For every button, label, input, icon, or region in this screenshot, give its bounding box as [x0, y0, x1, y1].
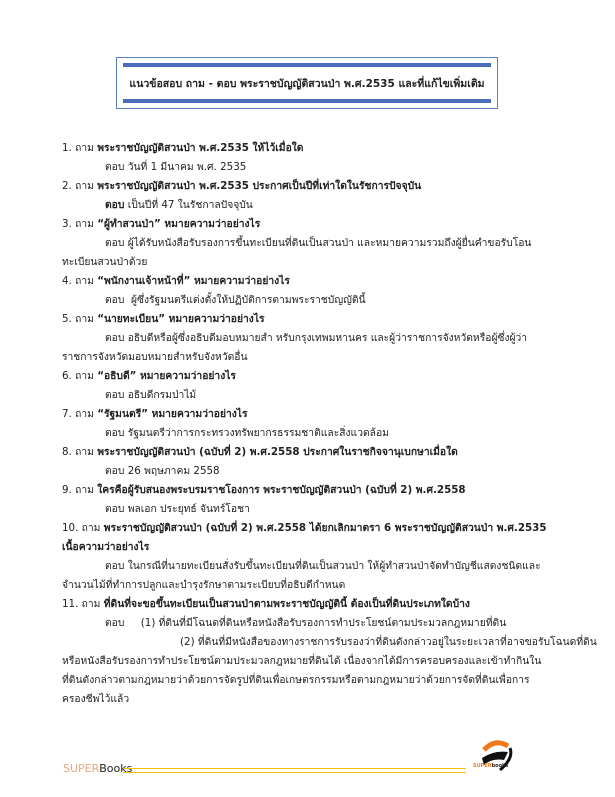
answer-label: ตอบ	[105, 560, 125, 572]
answer-line	[62, 196, 562, 215]
question-text: พระราชบัญญัติสวนป่า พ.ศ.2535 ให้ไว้เมื่อใด	[97, 142, 304, 154]
answer-text-cont: จำนวนไม้ที่ทำการปลูกและบำรุงรักษาตามระเบียบที่อธิบดีกำหนด	[62, 579, 346, 591]
answer-line	[62, 158, 562, 177]
page-title: แนวข้อสอบ ถาม - ตอบ พระราชบัญญัติสวนป่า พ.ศ.2535 และที่แก้ไขเพิ่มเติม	[129, 78, 485, 90]
question-line	[62, 519, 562, 538]
question-prefix: 6. ถาม	[62, 370, 98, 382]
question-line	[62, 272, 562, 291]
answer-line	[62, 557, 562, 576]
answer-text-cont: (2) ที่ดินที่มีหนังสือของทางราชการรับรองว่าที่ดินดังกล่าวอยู่ในระยะเวลาที่อาจขอรับโฉนดที่ดิน	[180, 636, 597, 648]
question-line	[62, 481, 562, 500]
answer-line	[62, 652, 562, 671]
question-text: ใครคือผู้รับสนองพระบรมราชโองการ พระราชบัญญัติสวนป่า (ฉบับที่ 2) พ.ศ.2558	[97, 484, 466, 496]
answer-text: วันที่ 1 มีนาคม พ.ศ. 2535	[124, 161, 247, 173]
answer-line	[62, 424, 562, 443]
question-line	[62, 177, 562, 196]
question-prefix: 3. ถาม	[62, 218, 98, 230]
question-line	[62, 443, 562, 462]
title-top-bar	[123, 63, 491, 67]
question-prefix: 1. ถาม	[62, 142, 98, 154]
answer-text: (1) ที่ดินที่มีโฉนดที่ดินหรือหนังสือรับรองการทำประโยชน์ตามประมวลกฎหมายที่ดิน	[124, 617, 507, 629]
qa-list	[62, 139, 597, 709]
question-text: พระราชบัญญัติสวนป่า (ฉบับที่ 2) พ.ศ.2558 ได้ยกเลิกมาตรา 6 พระราชบัญญัติสวนป่า พ.ศ.2535	[103, 522, 547, 534]
question-prefix: 7. ถาม	[62, 408, 98, 420]
answer-text-cont: ราชการจังหวัดมอบหมายสำหรับจังหวัดอื่น	[62, 351, 248, 363]
question-prefix: 8. ถาม	[62, 446, 98, 458]
answer-line	[62, 633, 597, 652]
question-line	[62, 215, 562, 234]
answer-line	[62, 386, 562, 405]
answer-text: อธิบดีหรือผู้ซึ่งอธิบดีมอบหมายสำ หรับกรุงเทพมหานคร และผู้ว่าราชการจังหวัดหรือผู้ซึ่งผู้ว่า	[124, 332, 528, 344]
answer-text-cont: หรือหนังสือรับรองการทำประโยชน์ตามประมวลกฎหมายที่ดินได้ เนื่องจากได้มีการครอบครองและเข้าทำกินใน	[62, 655, 542, 667]
answer-line	[62, 462, 562, 481]
question-line	[62, 595, 562, 614]
answer-label: ตอบ	[105, 237, 125, 249]
answer-line	[62, 500, 562, 519]
answer-text: ผู้ซึ่งรัฐมนตรีแต่งตั้งให้ปฏิบัติการตามพระราชบัญญัตินี้	[124, 294, 366, 306]
answer-text: ในกรณีที่นายทะเบียนสั่งรับขึ้นทะเบียนที่ดินเป็นสวนป่า ให้ผู้ทำสวนป่าจัดทำบัญชีแสดงชนิดและ	[124, 560, 541, 572]
answer-text: 26 พฤษภาคม 2558	[124, 465, 220, 477]
question-prefix: 2. ถาม	[62, 180, 98, 192]
answer-label: ตอบ	[105, 332, 125, 344]
answer-line	[62, 614, 562, 633]
answer-text: อธิบดีกรมป่าไม้	[124, 389, 197, 401]
answer-line	[62, 253, 562, 272]
answer-text: เป็นปีที่ 47 ในรัชกาลปัจจุบัน	[124, 199, 253, 211]
answer-line	[62, 576, 562, 595]
question-line	[62, 405, 562, 424]
footer-divider	[123, 768, 466, 773]
question-text: “อธิบดี” หมายความว่าอย่างไร	[97, 370, 236, 382]
question-text: “ผู้ทำสวนป่า” หมายความว่าอย่างไร	[97, 218, 261, 230]
question-text-cont: เนื้อความว่าอย่างไร	[62, 541, 150, 553]
answer-label: ตอบ	[105, 161, 125, 173]
answer-text-cont: ครองชีพไว้แล้ว	[62, 693, 130, 705]
question-text: พระราชบัญญัติสวนป่า พ.ศ.2535 ประกาศเป็นปีที่เท่าใดในรัชการปัจจุบัน	[97, 180, 422, 192]
question-text: พระราชบัญญัติสวนป่า (ฉบับที่ 2) พ.ศ.2558 ประกาศในราชกิจจานุเบกษาเมื่อใด	[97, 446, 458, 458]
title-bottom-bar	[123, 99, 491, 103]
question-line	[62, 310, 562, 329]
question-text: “พนักงานเจ้าหน้าที่” หมายความว่าอย่างไร	[97, 275, 290, 287]
question-text: ที่ดินที่จะขอขึ้นทะเบียนเป็นสวนป่าตามพระราชบัญญัตินี้ ต้องเป็นที่ดินประเภทใดบ้าง	[103, 598, 470, 610]
answer-text: ผู้ได้รับหนังสือรับรองการขึ้นทะเบียนที่ดินเป็นสวนป่า และหมายความรวมถึงผู้ยื่นคำขอรับโอน	[124, 237, 532, 249]
question-prefix: 4. ถาม	[62, 275, 98, 287]
question-text: “นายทะเบียน” หมายความว่าอย่างไร	[97, 313, 265, 325]
answer-label: ตอบ	[105, 389, 125, 401]
answer-line	[62, 291, 562, 310]
answer-label: ตอบ	[105, 199, 125, 211]
brand-super: SUPER	[63, 762, 100, 775]
brand-books: Books	[99, 762, 133, 775]
title-box	[116, 57, 498, 109]
question-line	[62, 139, 562, 158]
question-prefix: 5. ถาม	[62, 313, 98, 325]
answer-line	[62, 329, 562, 348]
question-prefix: 10. ถาม	[62, 522, 104, 534]
answer-line	[62, 671, 562, 690]
footer-brand	[63, 762, 132, 775]
answer-text: พลเอก ประยุทธ์ จันทร์โอชา	[124, 503, 250, 515]
answer-text: รัฐมนตรีว่าการกระทรวงทรัพยากรธรรมชาติและสิ่งแวดล้อม	[124, 427, 389, 439]
answer-label: ตอบ	[105, 294, 125, 306]
question-text: “รัฐมนตรี” หมายความว่าอย่างไร	[97, 408, 248, 420]
answer-label: ตอบ	[105, 427, 125, 439]
answer-label: ตอบ	[105, 617, 125, 629]
answer-label: ตอบ	[105, 465, 125, 477]
question-prefix: 9. ถาม	[62, 484, 98, 496]
answer-text-cont: ทะเบียนสวนป่าด้วย	[62, 256, 148, 268]
question-prefix: 11. ถาม	[62, 598, 104, 610]
answer-line	[62, 348, 562, 367]
question-line	[62, 538, 562, 557]
question-line	[62, 367, 562, 386]
answer-line	[62, 234, 562, 253]
logo-text: SUPERbooks	[473, 763, 509, 769]
answer-text-cont: ที่ดินดังกล่าวตามกฎหมายว่าด้วยการจัดรูปที่ดินเพื่อเกษตรกรรมหรือตามกฎหมายว่าด้วยการจัดที่ดินเพื่อการ	[62, 674, 530, 686]
answer-line	[62, 690, 562, 709]
answer-label: ตอบ	[105, 503, 125, 515]
